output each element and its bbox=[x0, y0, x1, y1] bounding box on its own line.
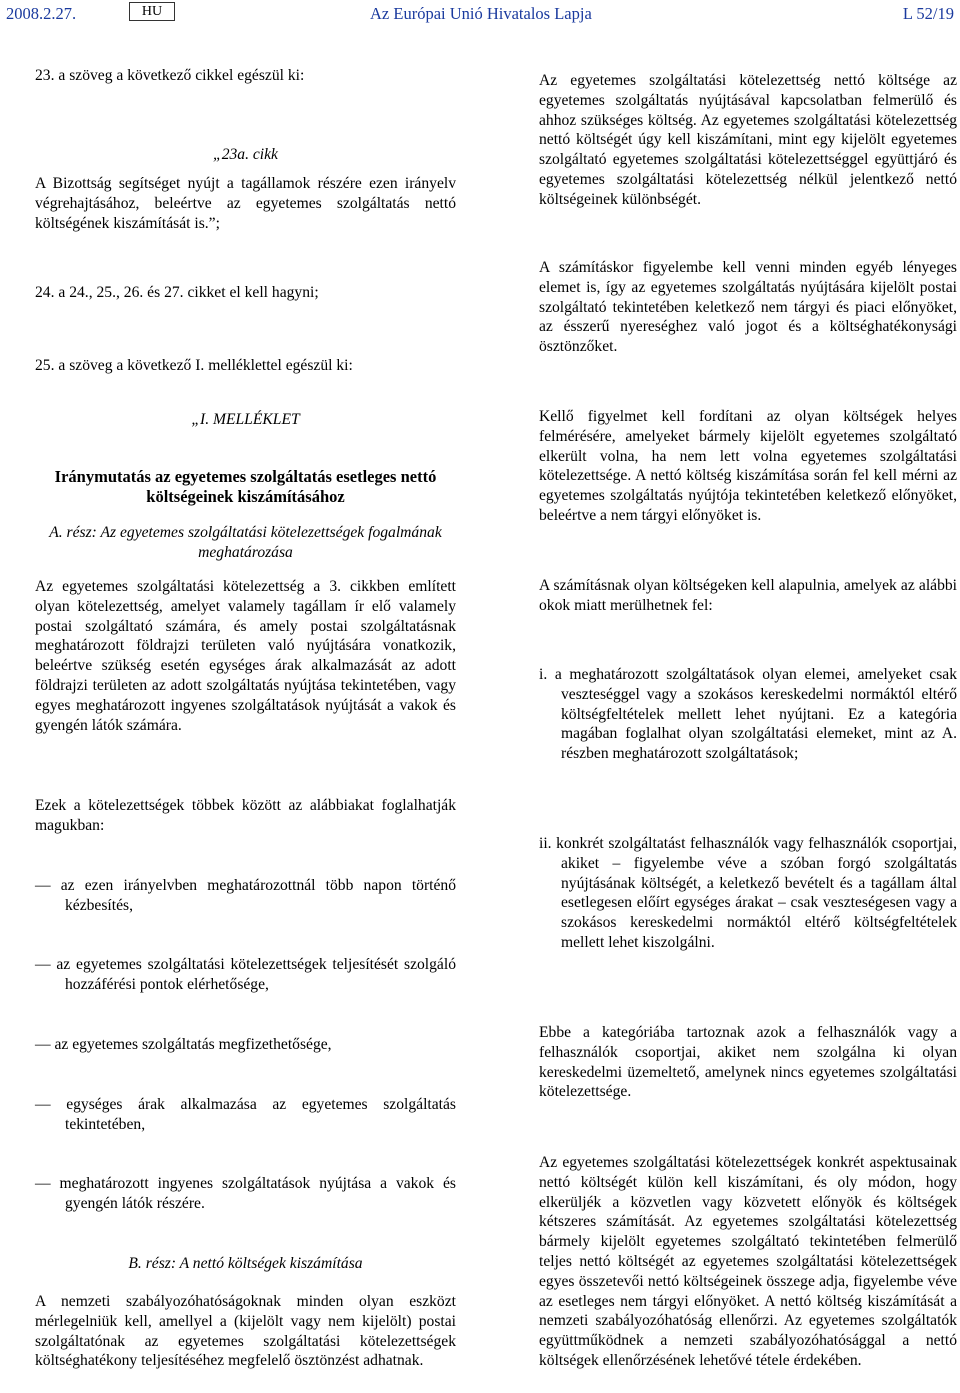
calculation-elements: A számításkor figyelembe kell venni minden egyéb lényeges elemet is, így az egyetemes szolgáltatás nyújtására kijelölt postai szolgáltató tekintetében keletkező nem tárgyi és piaci előnyöket, az ésszerű nyereséghez való jogot és a költséghatékonysági ösztönzőket. bbox=[539, 259, 957, 356]
page-header bbox=[0, 0, 960, 40]
cost-assessment: Kellő figyelmet kell fordítani az olyan költségek helyes felmérésére, amelyeket bármely kijelölt egyetemes szolgáltató elkerült volna, ha nem lett volna egyetemes szolgáltatási kötelezettsége. A nettó költség kiszámítása során fel kell mérni az egyetemes szolgáltatás nyújtója tekintetében keletkező előnyöket, beleértve a nem tárgyi előnyöket is. bbox=[539, 408, 957, 524]
language-badge: HU bbox=[129, 2, 175, 21]
dash-list-item: — az ezen irányelvben meghatározottnál több napon történő kézbesítés, bbox=[35, 877, 456, 914]
article-text: A Bizottság segítséget nyújt a tagállamok részére ezen irányelv végrehajtásához, beleértve az egyetemes szolgáltatás nettó költségének kiszámítását is.”; bbox=[35, 175, 456, 232]
publication-date: 2008.2.27. bbox=[6, 4, 77, 23]
net-cost-aggregation: Az egyetemes szolgáltatási kötelezettségek konkrét aspektusainak nettó költségét külön kell kiszámítani, és oly módon, hogy elkerüljék a közvetlen vagy közvetett előnyök és költségek kétszeres számítását. Az egyetemes szolgáltatási kötelezettség bármely kijelölt egyetemes szolgáltató tekintetében felmerülő teljes nettó költségét az egyetemes szolgáltatási kötelezettségek egyes összetevői nettó költségeinek összege adja, figyelembe véve az esetleges nem tárgyi előnyöket. A nettó költség kiszámítását a nemzeti szabályozóhatóság ellenőrzi. Az egyetemes szolgáltatók együttműködnek a nemzeti szabályozóhatósággal a nettó költségek ellenőrzésének lehetővé tétele érdekében. bbox=[539, 1154, 957, 1369]
user-category-note: Ebbe a kategóriába tartoznak azok a felhasználók vagy a felhasználók csoportjai, akiket nem szolgálna ki olyan kereskedelmi üzemeltető, amelynek nincs egyetemes szolgáltatási kötelezettsége. bbox=[539, 1024, 957, 1101]
annex-heading: Iránymutatás az egyetemes szolgáltatás esetleges nettó költségeinek kiszámításához bbox=[54, 467, 437, 506]
dash-list-item: — az egyetemes szolgáltatás megfizethetősége, bbox=[35, 1036, 332, 1053]
amendment-item-24: 24. a 24., 25., 26. és 27. cikket el kell hagyni; bbox=[35, 284, 319, 301]
cost-category-ii: ii. konkrét szolgáltatást felhasználók vagy felhasználók csoportjai, akiket – figyelembe véve a szóban forgó szolgáltatás nyújtásának költségét, a keletkező bevételt és a tagállam által esetlegesen előírt egységes árakat – csak veszteségesen vagy a szokásos kereskedelmi normáktól eltérő költségfeltételek mellett lehet kiszolgálni. bbox=[539, 835, 957, 951]
cost-category-i: i. a meghatározott szolgáltatások olyan elemei, amelyeket csak veszteséggel vagy a szokásos kereskedelmi normáktól eltérő költségfeltételek mellett lehet nyújtani. Ez a kategória magában foglalhat olyan szolgáltatási elemeket, mint az A. részben meghatározott szolgáltatások; bbox=[539, 666, 957, 763]
amendment-item-25: 25. a szöveg a következő I. melléklettel egészül ki: bbox=[35, 357, 353, 374]
part-b-paragraph: A nemzeti szabályozóhatóságoknak minden olyan eszközt mérlegelniük kell, amellyel a (kijelölt vagy nem kijelölt) postai szolgáltatónak az egyetemes szolgáltatási kötelezettségek költséghatékony teljesítéséhez megfelelő ösztönzést adhatnak. bbox=[35, 1293, 456, 1370]
cost-basis-intro: A számításnak olyan költségeken kell alapulnia, amelyek az alábbi okok miatt merülhetnek fel: bbox=[539, 577, 957, 614]
amendment-item-23: 23. a szöveg a következő cikkel egészül ki: bbox=[35, 67, 305, 84]
part-b-title: B. rész: A nettó költségek kiszámítása bbox=[128, 1255, 363, 1272]
journal-title: Az Európai Unió Hivatalos Lapja bbox=[370, 4, 592, 23]
dash-list-item: — az egyetemes szolgáltatási kötelezettségek teljesítését szolgáló hozzáférési pontok elérhetősége, bbox=[35, 956, 456, 993]
dash-list-item: — egységes árak alkalmazása az egyetemes szolgáltatás tekintetében, bbox=[35, 1096, 456, 1133]
annex-title: „I. MELLÉKLET bbox=[191, 411, 300, 428]
page-reference: L 52/19 bbox=[902, 4, 954, 23]
part-a-paragraph-1: Az egyetemes szolgáltatási kötelezettség a 3. cikkben említett olyan kötelezettség, amelyet valamely tagállam ír elő valamely postai szolgáltató számára, és amely postai szolgáltatásnak meghatározott földrajzi területen való nyújtására vonatkozik, beleértve szükség esetén egységes árak alkalmazását az adott földrajzi területen az adott szolgáltatás nyújtása tekintetében, vagy egyes meghatározott ingyenes szolgáltatások nyújtását a vakok és gyengén látók számára. bbox=[35, 578, 456, 734]
article-title: „23a. cikk bbox=[213, 146, 278, 163]
part-a-paragraph-2: Ezek a kötelezettségek többek között az alábbiakat foglalhatják magukban: bbox=[35, 797, 456, 834]
part-a-title: A. rész: Az egyetemes szolgáltatási kötelezettségek fogalmának meghatározása bbox=[49, 524, 442, 561]
net-cost-definition: Az egyetemes szolgáltatási kötelezettség nettó költsége az egyetemes szolgáltatás nyújtásával kapcsolatban felmerülő és ahhoz szükséges költség. Az egyetemes szolgáltatási kötelezettség nettó költségét úgy kell kiszámítani, mint egy kijelölt egyetemes szolgáltató egyetemes szolgáltatási kötelezettséggel együttjáró és egyetemes szolgáltatási kötelezettség nélkül jelentkező nettó költségeinek különbségét. bbox=[539, 72, 957, 208]
dash-list-item: — meghatározott ingyenes szolgáltatások nyújtása a vakok és gyengén látók részére. bbox=[35, 1175, 456, 1212]
